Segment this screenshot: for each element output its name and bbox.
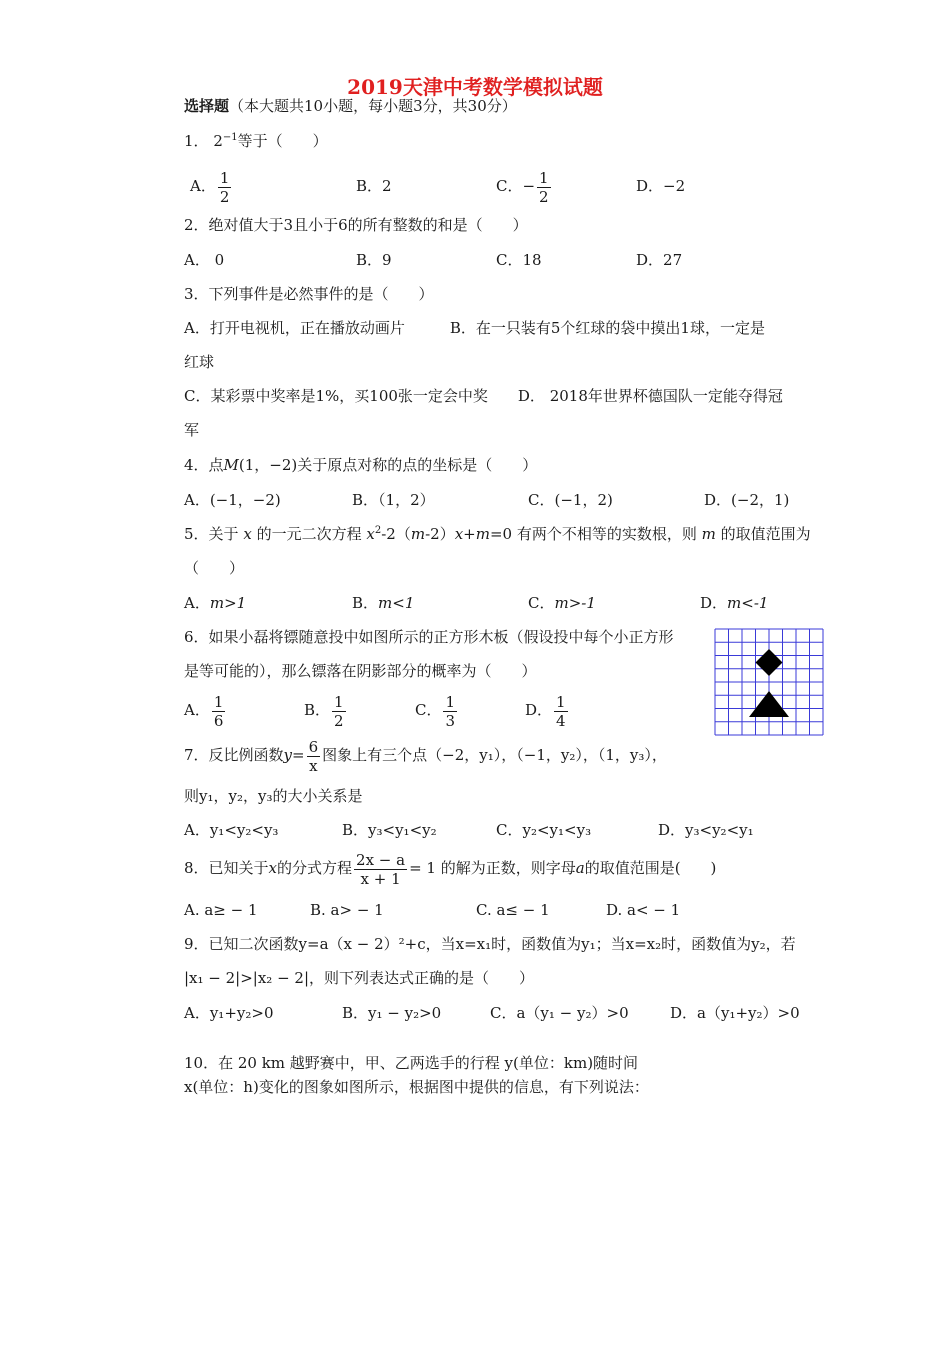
q6-option-d (525, 690, 570, 730)
q9-stem-line1: 9．已知二次函数y=a（x − 2）²+c，当x=x₁时，函数值为y₁；当x=x₂时，函数值为y₂，若 (184, 935, 796, 953)
q9-option-d: D．a（y₁+y₂）>0 (670, 1004, 800, 1022)
q1-c-num: 1 (539, 168, 549, 187)
q6-stem-line1: 6．如果小磊将镖随意投中如图所示的正方形木板（假设投中每个小正方形 (184, 628, 674, 646)
q6-c-label: C． (415, 701, 442, 719)
q5-eq-end: =0 有两个不相等的实数根，则 (489, 525, 697, 543)
q5-stem (184, 524, 811, 544)
q5-t3: 的取值范围为 (720, 525, 811, 543)
q6-a-fraction (212, 693, 226, 730)
q6-option-a (184, 690, 227, 730)
q6-stem-line2: 是等可能的），那么镖落在阴影部分的概率为（ ） (184, 662, 537, 680)
grid-lines (715, 629, 823, 735)
q8-option-d: D. a< − 1 (606, 901, 681, 919)
q6-c-num: 1 (445, 692, 456, 711)
q6-a-den: 6 (213, 711, 224, 730)
q1-base: 2 (213, 132, 223, 150)
q5-d-value: m<-1 (727, 594, 769, 612)
q7-option-d: D．y₃<y₂<y₁ (658, 821, 754, 839)
q5-t1: 5．关于 (184, 525, 239, 543)
q9-option-a: A．y₁+y₂>0 (184, 1004, 274, 1022)
q1-c-den: 2 (539, 187, 549, 206)
q5-c-label: C． (528, 594, 555, 612)
q5-b-label: B． (352, 594, 379, 612)
q1-a-num: 1 (219, 168, 230, 187)
q10-stem-line2: x(单位：h)变化的图象如图所示，根据图中提供的信息，有下列说法： (184, 1078, 649, 1096)
section-header (184, 96, 517, 116)
q7-option-c: C．y₂<y₁<y₃ (496, 821, 592, 839)
q7-fraction (307, 738, 321, 775)
q10-stem-line1: 10．在 20 km 越野赛中，甲、乙两选手的行程 y(单位：km)随时间 (184, 1054, 639, 1072)
q5-eq-m2: m (475, 525, 490, 543)
q8-num: 2x − a (356, 850, 406, 869)
q5-t2: 的一元二次方程 (256, 525, 362, 543)
q7-t1: 7．反比例函数 (184, 746, 284, 764)
q5-d-label: D． (700, 594, 728, 612)
q8-fraction (354, 851, 407, 888)
q6-c-den: 3 (445, 711, 456, 730)
q7-option-a: A．y₁<y₂<y₃ (184, 821, 279, 839)
q5-eq-c: -2） (425, 525, 455, 543)
q5-a-label: A． (184, 594, 210, 612)
q5-option-d (700, 593, 768, 613)
q6-b-num: 1 (334, 692, 344, 711)
q5-eq-x: x (366, 525, 375, 543)
q4-text-a: 4．点 (184, 456, 224, 474)
q6-b-fraction (332, 693, 346, 730)
q7-den: x (309, 756, 318, 775)
q5-b-value: m<1 (378, 594, 415, 612)
q6-a-num: 1 (213, 692, 224, 711)
q6-option-c (415, 690, 459, 730)
q7-eq: = (292, 746, 305, 764)
q1-option-a (190, 166, 233, 206)
q3-options-cd-cont: 军 (184, 421, 200, 439)
q8-t3: = 1 的解为正数，则字母 (409, 859, 576, 877)
q7-stem (184, 735, 667, 775)
q9-stem-line2: |x₁ − 2|>|x₂ − 2|，则下列表达式正确的是（ ） (184, 969, 535, 987)
q1-a-den: 2 (219, 187, 230, 206)
q1-stem (184, 131, 328, 151)
q5-a-value: m>1 (209, 594, 247, 612)
q5-eq-plus: + (463, 525, 476, 543)
q4-option-b: B．（1，2） (352, 491, 435, 509)
q6-grid-figure (714, 628, 824, 736)
q8-stem (184, 848, 716, 888)
q8-x: x (268, 859, 278, 877)
page-title: 2019天津中考数学模拟试题 (347, 75, 603, 99)
q1-text: 等于（ ） (237, 132, 328, 150)
q7-option-b: B．y₃<y₁<y₂ (342, 821, 437, 839)
q2-stem: 2．绝对值大于3且小于6的所有整数的和是（ ） (184, 216, 528, 234)
q1-option-b: B．2 (356, 177, 392, 195)
q5-c-value: m>-1 (554, 594, 596, 612)
q5-option-a (184, 593, 246, 613)
q9-option-c: C．a（y₁ − y₂）>0 (490, 1004, 629, 1022)
q7-stem-line2: 则y₁，y₂，y₃的大小关系是 (184, 787, 363, 805)
q7-t2: 图象上有三个点（−2，y₁），（−1，y₂），（1，y₃）， (322, 746, 667, 764)
q1-option-c (496, 166, 553, 206)
q1-exponent: −1 (222, 132, 238, 143)
q2-option-c: C．18 (496, 251, 542, 269)
q5-option-b (352, 593, 414, 613)
q4-option-c: C．(−1，2) (528, 491, 613, 509)
q2-option-d: D．27 (636, 251, 683, 269)
q1-a-label: A． (190, 177, 216, 195)
q4-text-b: (1，−2)关于原点对称的点的坐标是（ ） (238, 456, 538, 474)
q7-num: 6 (308, 737, 319, 756)
q1-option-d: D．−2 (636, 177, 686, 195)
q8-option-b: B. a> − 1 (310, 901, 384, 919)
q6-d-fraction (554, 693, 568, 730)
q3-options-cd: C．某彩票中奖率是1%，买100张一定会中奖 D． 2018年世界杯德国队一定能夺得冠 (184, 387, 783, 405)
q8-t2: 的分式方程 (277, 859, 353, 877)
q6-d-den: 4 (556, 711, 566, 730)
q8-t4: 的取值范围是( ) (584, 859, 717, 877)
q5-eq-x2: x (454, 525, 464, 543)
q6-c-fraction (443, 693, 457, 730)
q1-number: 1． (184, 132, 209, 150)
q5-m: m (701, 525, 716, 543)
q8-t1: 8．已知关于 (184, 859, 269, 877)
section-desc: （本大题共10小题，每小题3分，共30分） (229, 97, 517, 115)
q6-option-b (304, 690, 348, 730)
q6-d-label: D． (525, 701, 553, 719)
section-label: 选择题 (184, 97, 230, 115)
q3-options-ab: A．打开电视机，正在播放动画片 B．在一只装有5个红球的袋中摸出1球，一定是 (184, 319, 765, 337)
q6-d-num: 1 (556, 692, 566, 711)
q1-c-fraction (537, 169, 551, 206)
q6-b-label: B． (304, 701, 331, 719)
q6-a-label: A． (184, 701, 210, 719)
shaded-diamond (756, 649, 783, 676)
q8-den: x + 1 (360, 869, 401, 888)
q4-point: M (223, 456, 239, 474)
q2-option-b: B．9 (356, 251, 392, 269)
q5-eq-sq: 2 (374, 525, 382, 536)
q4-option-d: D．(−2，1) (704, 491, 790, 509)
q4-option-a: A．(−1，−2) (184, 491, 281, 509)
q5-x: x (243, 525, 252, 543)
q9-option-b: B．y₁ − y₂>0 (342, 1004, 442, 1022)
q8-a: a (575, 859, 585, 877)
q5-paren: （ ） (184, 559, 245, 577)
q7-y: y (283, 746, 293, 764)
q1-a-fraction (218, 169, 232, 206)
q2-option-a: A． 0 (184, 251, 225, 269)
q8-option-a: A. a≥ − 1 (184, 901, 258, 919)
q5-option-c (528, 593, 596, 613)
q1-c-label: C．− (496, 177, 536, 195)
q8-option-c: C. a≤ − 1 (476, 901, 550, 919)
q3-options-ab-cont: 红球 (184, 353, 215, 371)
q3-stem: 3．下列事件是必然事件的是（ ） (184, 285, 434, 303)
q4-stem (184, 455, 537, 475)
q6-b-den: 2 (334, 711, 344, 730)
q5-eq-mid: -2（ (381, 525, 411, 543)
q5-eq-m: m (410, 525, 426, 543)
